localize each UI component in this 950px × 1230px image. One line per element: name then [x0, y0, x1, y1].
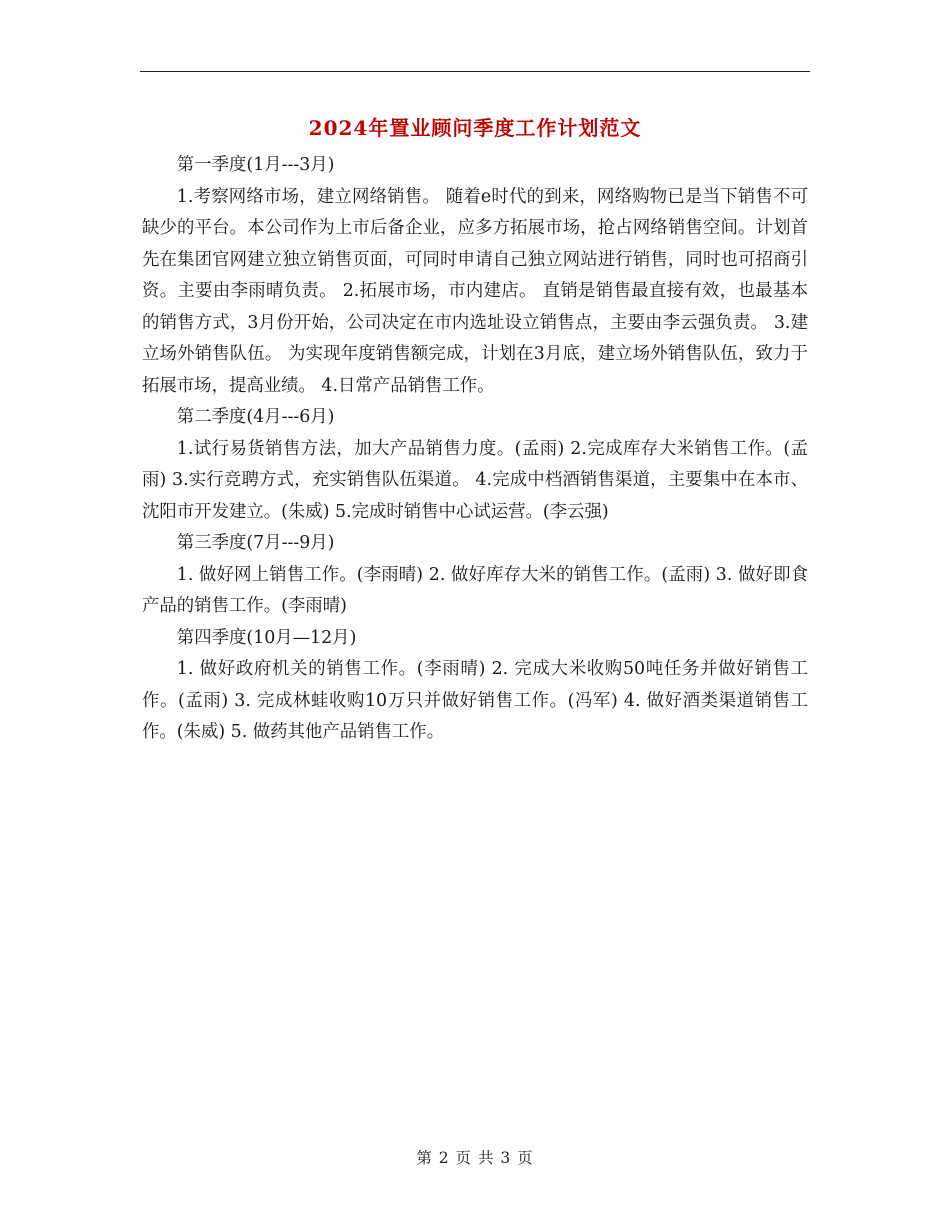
- section-heading-q2: 第二季度(4月---6月): [176, 407, 335, 427]
- section-heading-q4: 第四季度(10月—12月): [176, 627, 357, 648]
- document-title: 2024年置业顾问季度工作计划范文: [308, 116, 642, 140]
- section-body-q1: 1.考察网络市场，建立网络销售。 随着e时代的到来，网络购物已是当下销售不可缺少的平台。本公司作为上市后备企业，应多方拓展市场，抢占网络销售空间。计划首先在集团官网建立独立销售页面，可同时申请自己独立网站进行销售，同时也可招商引资。主要由李雨晴负责。 2.拓展市场，市内建店。 直销是销售最直接有效，也最基本的销售方式，3月份开始，公司决定在市内选址设立销售点，主要由李云强负责。 3.建立场外销售队伍。 为实现年度销售额完成，计划在3月底，建立场外销售队伍，致力于拓展市场，提高业绩。 4.日常产品销售工作。: [142, 186, 808, 396]
- page-number-footer: 第 2 页 共 3 页: [416, 1149, 534, 1167]
- section-heading-q3: 第三季度(7月---9月): [176, 533, 335, 553]
- document-body: [142, 108, 808, 749]
- section-body-q3: 1. 做好网上销售工作。(李雨晴) 2. 做好库存大米的销售工作。(孟雨) 3. 做好即食产品的销售工作。(李雨晴): [142, 564, 808, 616]
- section-body-q4: 1. 做好政府机关的销售工作。(李雨晴) 2. 完成大米收购50吨任务并做好销售工作。(孟雨) 3. 完成林蛙收购10万只并做好销售工作。(冯军) 4. 做好酒类渠道销售工作。(朱威) 5. 做药其他产品销售工作。: [142, 659, 808, 742]
- section-heading-q1: 第一季度(1月---3月): [176, 155, 335, 175]
- section-body-q2: 1.试行易货销售方法，加大产品销售力度。(孟雨) 2.完成库存大米销售工作。(孟雨) 3.实行竞聘方式，充实销售队伍渠道。 4.完成中档酒销售渠道，主要集中在本市、沈阳市开发建立。(朱威) 5.完成时销售中心试运营。(李云强): [142, 438, 808, 522]
- header-rule: [140, 71, 810, 72]
